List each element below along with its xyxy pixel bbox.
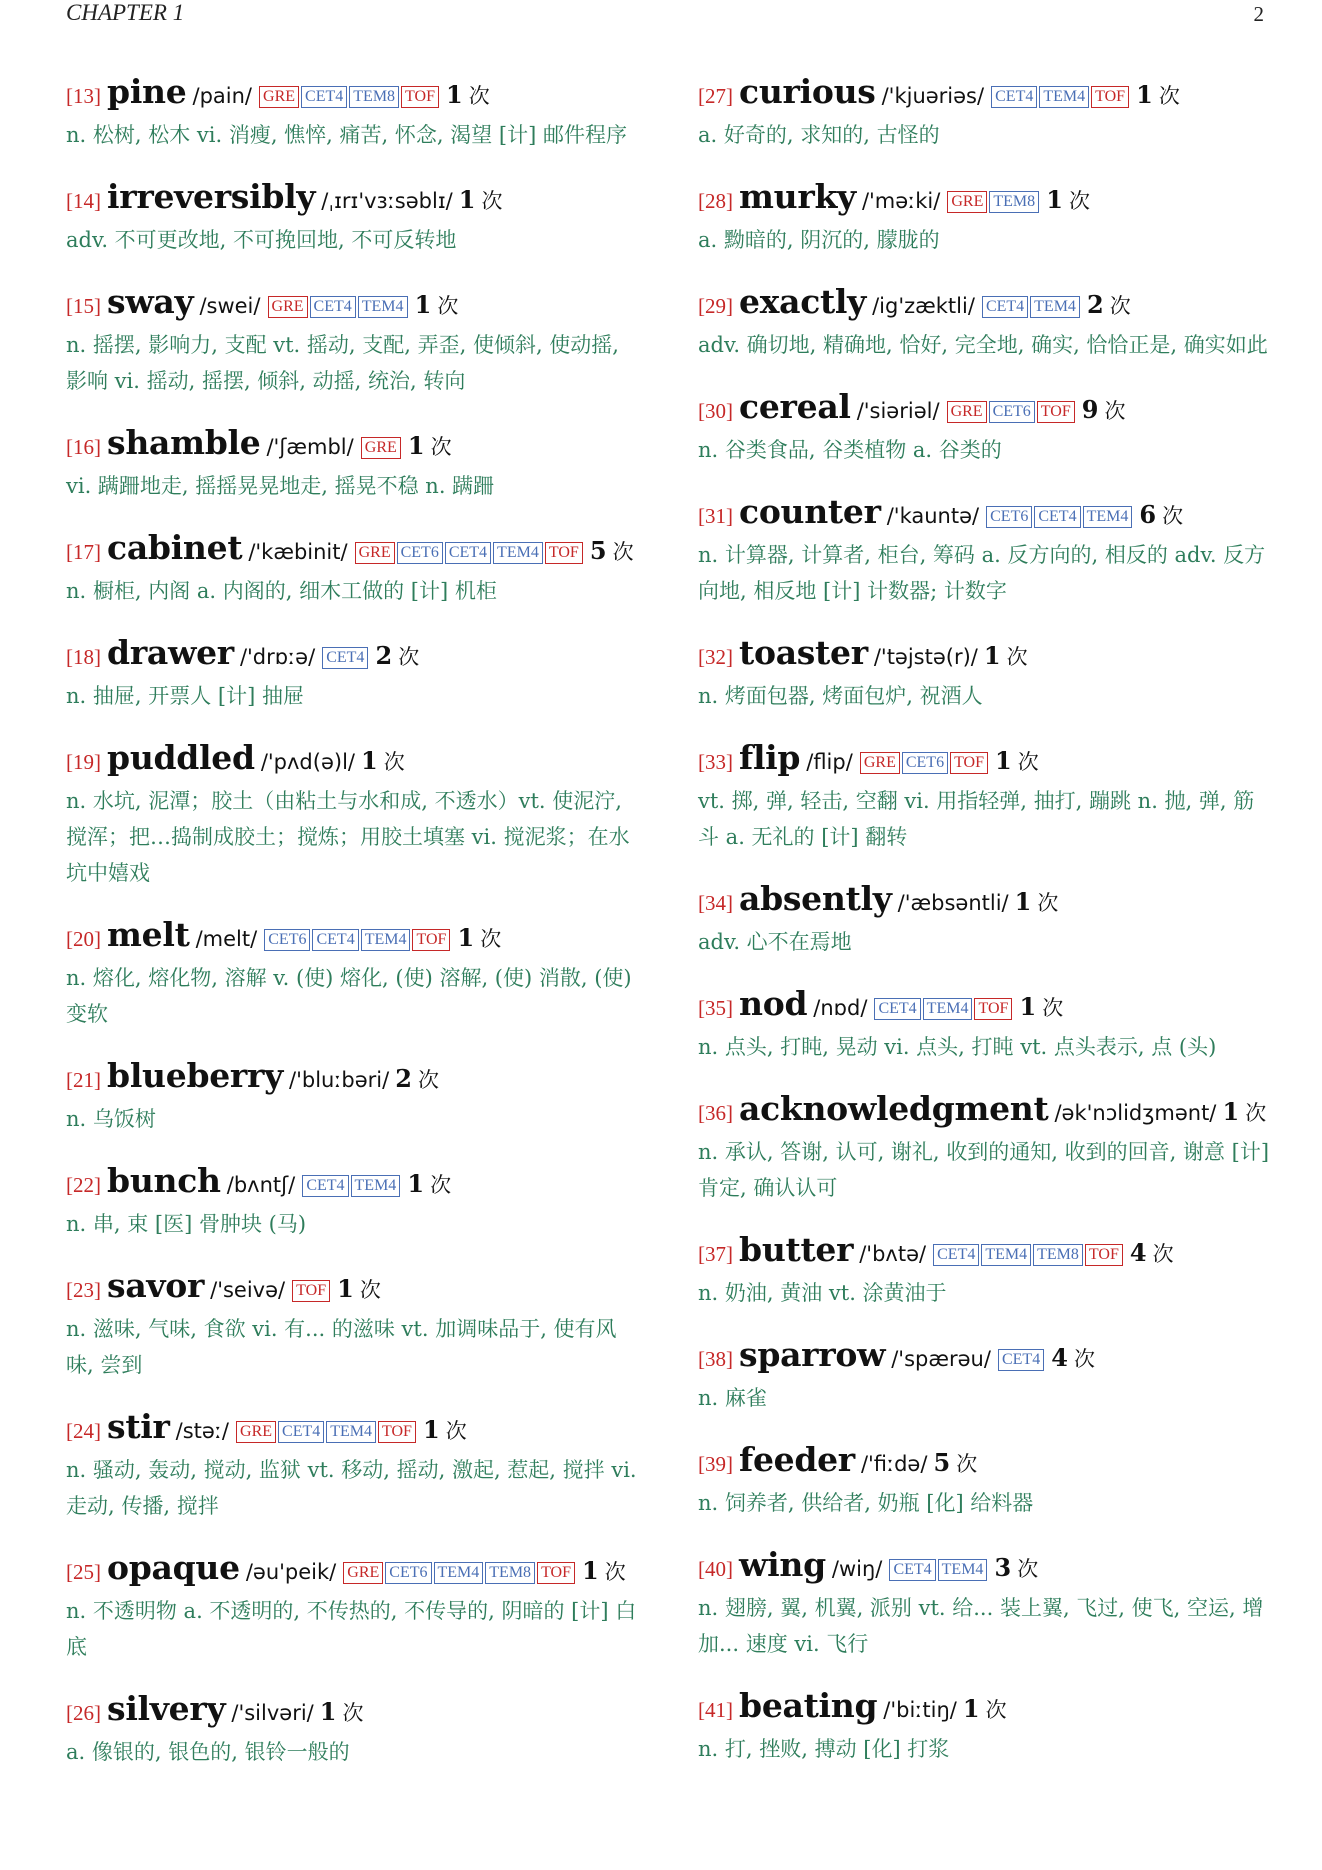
entry-number: [31] xyxy=(698,504,733,528)
entry-word: stir xyxy=(107,1407,170,1446)
entry-definition: a. 像银的, 银色的, 银铃一般的 xyxy=(66,1740,350,1764)
entry-headline xyxy=(66,1405,640,1454)
entry-pronunciation: /stəː/ xyxy=(175,1419,229,1443)
count-unit: 次 xyxy=(1017,750,1039,774)
exam-tag: CET4 xyxy=(310,296,356,318)
entry-number: [34] xyxy=(698,891,733,915)
entry-headline xyxy=(698,490,1272,539)
occurrence-count: 6 xyxy=(1139,500,1157,529)
vocab-entry xyxy=(698,736,1272,855)
entry-word: melt xyxy=(107,915,190,954)
exam-tag: TEM8 xyxy=(349,86,399,108)
exam-tag: TOF xyxy=(974,998,1012,1020)
entry-number: [37] xyxy=(698,1242,733,1266)
vocab-entry xyxy=(66,1546,640,1665)
entry-number: [33] xyxy=(698,750,733,774)
entry-pronunciation: /'seivə/ xyxy=(210,1278,286,1302)
entry-word: blueberry xyxy=(107,1056,283,1095)
vocab-entry xyxy=(698,175,1272,258)
entry-pronunciation: /ˌɪrɪ'vɜːsəblɪ/ xyxy=(321,189,453,213)
entry-definition: n. 奶油, 黄油 vt. 涂黄油于 xyxy=(698,1281,947,1305)
vocab-entry xyxy=(66,736,640,891)
entry-headline xyxy=(698,1438,1272,1487)
entry-pronunciation: /'kæbinit/ xyxy=(248,540,348,564)
entry-headline xyxy=(66,526,640,575)
entry-headline xyxy=(66,1687,640,1736)
occurrence-count: 1 xyxy=(458,185,476,214)
entry-word: shamble xyxy=(107,423,261,462)
right-column xyxy=(698,70,1272,1789)
entry-number: [39] xyxy=(698,1452,733,1476)
count-unit: 次 xyxy=(1158,84,1180,108)
exam-tag: TOF xyxy=(412,929,450,951)
exam-tag: GRE xyxy=(236,1421,276,1443)
occurrence-count: 1 xyxy=(1014,887,1032,916)
entry-headline xyxy=(698,70,1272,119)
exam-tag: TEM4 xyxy=(1030,296,1080,318)
count-unit: 次 xyxy=(359,1278,381,1302)
exam-tag: CET4 xyxy=(998,1349,1044,1371)
entry-headline xyxy=(66,70,640,119)
entry-number: [40] xyxy=(698,1557,733,1581)
occurrence-count: 1 xyxy=(414,290,432,319)
entry-pronunciation: /flip/ xyxy=(806,750,853,774)
entry-number: [22] xyxy=(66,1173,101,1197)
entry-number: [19] xyxy=(66,750,101,774)
entry-definition: vi. 蹒跚地走, 摇摇晃晃地走, 摇晃不稳 n. 蹒跚 xyxy=(66,474,495,498)
entry-number: [38] xyxy=(698,1347,733,1371)
occurrence-count: 1 xyxy=(407,1169,425,1198)
exam-tag: TEM8 xyxy=(485,1562,535,1584)
entry-number: [15] xyxy=(66,294,101,318)
entry-word: cereal xyxy=(739,387,851,426)
entry-definition: n. 点头, 打盹, 晃动 vi. 点头, 打盹 vt. 点头表示, 点 (头) xyxy=(698,1035,1217,1059)
vocab-entry xyxy=(66,1405,640,1524)
exam-tag: CET4 xyxy=(301,86,347,108)
entry-definition: n. 抽屉, 开票人 [计] 抽屉 xyxy=(66,684,304,708)
vocab-entry xyxy=(698,631,1272,714)
entry-number: [29] xyxy=(698,294,733,318)
entry-number: [13] xyxy=(66,84,101,108)
exam-tag: GRE xyxy=(259,86,299,108)
count-unit: 次 xyxy=(398,645,420,669)
entry-pronunciation: /'pʌd(ə)l/ xyxy=(260,750,355,774)
entry-pronunciation: /bʌntʃ/ xyxy=(226,1173,296,1197)
entry-pronunciation: /əu'peik/ xyxy=(245,1560,337,1584)
exam-tag: TEM4 xyxy=(493,542,543,564)
vocab-entry xyxy=(698,280,1272,363)
vocab-entry xyxy=(698,982,1272,1065)
entry-headline xyxy=(66,421,640,470)
entry-headline xyxy=(66,175,640,224)
exam-tag: TEM4 xyxy=(923,998,973,1020)
occurrence-count: 1 xyxy=(582,1556,599,1585)
exam-tag: TEM4 xyxy=(981,1244,1031,1266)
occurrence-count: 4 xyxy=(1051,1343,1068,1372)
occurrence-count: 1 xyxy=(983,641,1001,670)
entry-word: opaque xyxy=(107,1548,240,1587)
entry-pronunciation: /'fiːdə/ xyxy=(860,1452,928,1476)
entry-pronunciation: /'silvəri/ xyxy=(231,1701,314,1725)
exam-tag: TOF xyxy=(537,1562,575,1584)
entry-headline xyxy=(66,631,640,680)
entry-pronunciation: /'ʃæmbl/ xyxy=(266,435,354,459)
entry-word: beating xyxy=(739,1686,878,1725)
page-number: 2 xyxy=(1253,2,1264,26)
entry-number: [26] xyxy=(66,1701,101,1725)
exam-tag: TOF xyxy=(1085,1244,1123,1266)
entry-pronunciation: /'biːtiŋ/ xyxy=(883,1698,957,1722)
vocab-entry xyxy=(698,1228,1272,1311)
entry-pronunciation: /'spærəu/ xyxy=(891,1347,991,1371)
entry-word: savor xyxy=(107,1266,205,1305)
count-unit: 次 xyxy=(1037,891,1059,915)
occurrence-count: 1 xyxy=(1136,80,1153,109)
entry-number: [28] xyxy=(698,189,733,213)
entry-word: sway xyxy=(107,282,194,321)
exam-tag: TEM4 xyxy=(1083,506,1133,528)
exam-tag: GRE xyxy=(268,296,308,318)
entry-number: [35] xyxy=(698,996,733,1020)
exam-tag: TEM4 xyxy=(1039,86,1089,108)
exam-tag: CET6 xyxy=(989,401,1035,423)
count-unit: 次 xyxy=(612,540,634,564)
exam-tag: GRE xyxy=(355,542,395,564)
entry-definition: n. 计算器, 计算者, 柜台, 筹码 a. 反方向的, 相反的 adv. 反方向地, 相反地 [计] 计数器; 计数字 xyxy=(698,543,1266,603)
entry-word: wing xyxy=(739,1545,826,1584)
entry-word: pine xyxy=(107,72,187,111)
exam-tag: TOF xyxy=(1091,86,1129,108)
exam-tag: CET4 xyxy=(302,1175,348,1197)
entry-word: feeder xyxy=(739,1440,855,1479)
occurrence-count: 2 xyxy=(395,1064,412,1093)
entry-word: irreversibly xyxy=(107,177,316,216)
exam-tag: TEM4 xyxy=(938,1559,988,1581)
count-unit: 次 xyxy=(1042,996,1064,1020)
entry-definition: n. 饲养者, 供给者, 奶瓶 [化] 给料器 xyxy=(698,1491,1034,1515)
count-unit: 次 xyxy=(1245,1101,1267,1125)
count-unit: 次 xyxy=(1073,1347,1095,1371)
entry-headline xyxy=(698,982,1272,1031)
occurrence-count: 1 xyxy=(361,746,378,775)
entry-word: curious xyxy=(739,72,876,111)
vocab-entry xyxy=(698,1543,1272,1662)
exam-tag: TEM4 xyxy=(358,296,408,318)
entry-headline xyxy=(698,1543,1272,1592)
entry-headline xyxy=(698,631,1272,680)
chapter-header: CHAPTER 1 xyxy=(66,0,185,25)
exam-tag: CET6 xyxy=(986,506,1032,528)
vocab-entry xyxy=(698,1087,1272,1206)
entry-word: drawer xyxy=(107,633,234,672)
entry-pronunciation: /ək'nɔlidʒmənt/ xyxy=(1054,1101,1217,1125)
vocab-entry xyxy=(698,1333,1272,1416)
entry-pronunciation: /pain/ xyxy=(192,84,252,108)
vocab-entry xyxy=(698,385,1272,468)
entry-pronunciation: /'bʌtə/ xyxy=(859,1242,927,1266)
exam-tag: CET4 xyxy=(445,542,491,564)
entry-word: puddled xyxy=(107,738,255,777)
count-unit: 次 xyxy=(430,1173,452,1197)
entry-word: acknowledgment xyxy=(739,1089,1049,1128)
exam-tag: CET4 xyxy=(322,647,368,669)
exam-tag: GRE xyxy=(947,401,987,423)
count-unit: 次 xyxy=(1152,1242,1174,1266)
exam-tag: CET4 xyxy=(278,1421,324,1443)
entry-pronunciation: /'kjuəriəs/ xyxy=(881,84,985,108)
entry-word: butter xyxy=(739,1230,854,1269)
entry-word: flip xyxy=(739,738,801,777)
entry-definition: n. 骚动, 轰动, 搅动, 监狱 vt. 移动, 摇动, 激起, 惹起, 搅拌 vi. 走动, 传播, 搅拌 xyxy=(66,1458,637,1518)
count-unit: 次 xyxy=(1104,399,1126,423)
entry-number: [23] xyxy=(66,1278,101,1302)
entry-definition: adv. 心不在焉地 xyxy=(698,930,852,954)
count-unit: 次 xyxy=(1068,189,1090,213)
entry-definition: n. 不透明物 a. 不透明的, 不传热的, 不传导的, 阴暗的 [计] 白底 xyxy=(66,1599,637,1659)
entry-definition: n. 承认, 答谢, 认可, 谢礼, 收到的通知, 收到的回音, 谢意 [计] 肯定, 确认认可 xyxy=(698,1140,1270,1200)
entry-definition: n. 谷类食品, 谷类植物 a. 谷类的 xyxy=(698,438,1002,462)
vocab-entry xyxy=(698,1438,1272,1521)
exam-tag: TEM8 xyxy=(1033,1244,1083,1266)
vocab-entry xyxy=(66,1687,640,1770)
entry-headline xyxy=(698,385,1272,434)
vocab-entry xyxy=(698,1684,1272,1767)
entry-number: [18] xyxy=(66,645,101,669)
occurrence-count: 1 xyxy=(423,1415,440,1444)
vocab-entry xyxy=(66,175,640,258)
entry-pronunciation: /'æbsəntli/ xyxy=(897,891,1009,915)
occurrence-count: 1 xyxy=(319,1697,337,1726)
vocab-entry xyxy=(66,70,640,153)
exam-tag: TEM8 xyxy=(989,191,1039,213)
count-unit: 次 xyxy=(604,1560,626,1584)
entry-definition: n. 烤面包器, 烤面包炉, 祝酒人 xyxy=(698,684,983,708)
entry-headline xyxy=(66,1159,640,1208)
vocab-entry xyxy=(66,913,640,1032)
entry-pronunciation: /melt/ xyxy=(195,927,258,951)
exam-tag: TEM4 xyxy=(361,929,411,951)
exam-tag: TEM4 xyxy=(351,1175,401,1197)
vocab-entry xyxy=(698,490,1272,609)
entry-definition: vt. 掷, 弹, 轻击, 空翻 vi. 用指轻弹, 抽打, 蹦跳 n. 抛, 弹, 筋斗 a. 无礼的 [计] 翻转 xyxy=(698,789,1255,849)
entry-headline xyxy=(66,280,640,329)
entry-word: toaster xyxy=(739,633,868,672)
entry-headline xyxy=(698,1684,1272,1733)
entry-definition: n. 打, 挫败, 搏动 [化] 打浆 xyxy=(698,1737,950,1761)
occurrence-count: 9 xyxy=(1081,395,1099,424)
exam-tag: CET4 xyxy=(933,1244,979,1266)
count-unit: 次 xyxy=(468,84,490,108)
entry-definition: n. 麻雀 xyxy=(698,1386,767,1410)
entry-word: absently xyxy=(739,879,892,918)
entry-pronunciation: /'bluːbəri/ xyxy=(289,1068,390,1092)
count-unit: 次 xyxy=(1162,504,1184,528)
entry-headline xyxy=(698,736,1272,785)
exam-tag: CET4 xyxy=(1034,506,1080,528)
entry-definition: adv. 不可更改地, 不可挽回地, 不可反转地 xyxy=(66,228,457,252)
exam-tag: CET6 xyxy=(902,752,948,774)
entry-number: [27] xyxy=(698,84,733,108)
exam-tag: TEM4 xyxy=(434,1562,484,1584)
occurrence-count: 5 xyxy=(589,536,607,565)
vocab-entry xyxy=(66,1159,640,1242)
vocab-entry xyxy=(698,70,1272,153)
exam-tag: TOF xyxy=(545,542,583,564)
entry-number: [24] xyxy=(66,1419,101,1443)
occurrence-count: 1 xyxy=(1046,185,1063,214)
entry-word: silvery xyxy=(107,1689,226,1728)
left-column xyxy=(66,70,640,1792)
exam-tag: TOF xyxy=(1037,401,1075,423)
entry-number: [14] xyxy=(66,189,101,213)
count-unit: 次 xyxy=(342,1701,364,1725)
entry-word: exactly xyxy=(739,282,867,321)
occurrence-count: 1 xyxy=(337,1274,354,1303)
entry-definition: n. 翅膀, 翼, 机翼, 派别 vt. 给... 装上翼, 飞过, 使飞, 空运, 增加... 速度 vi. 飞行 xyxy=(698,1596,1264,1656)
entry-pronunciation: /nɒd/ xyxy=(813,996,868,1020)
entry-definition: n. 摇摆, 影响力, 支配 vt. 摇动, 支配, 弄歪, 使倾斜, 使动摇, 影响 vi. 摇动, 摇摆, 倾斜, 动摇, 统治, 转向 xyxy=(66,333,619,393)
occurrence-count: 1 xyxy=(446,80,463,109)
entry-definition: n. 水坑, 泥潭；胶土（由粘土与水和成, 不透水）vt. 使泥泞, 搅浑；把…捣制成胶土；搅炼；用胶土填塞 vi. 搅泥浆；在水坑中嬉戏 xyxy=(66,789,630,885)
exam-tag: TOF xyxy=(950,752,988,774)
entry-definition: a. 黝暗的, 阴沉的, 朦胧的 xyxy=(698,228,940,252)
entry-word: counter xyxy=(739,492,881,531)
count-unit: 次 xyxy=(480,927,502,951)
entry-headline xyxy=(66,1546,640,1595)
exam-tag: CET6 xyxy=(264,929,310,951)
entry-number: [25] xyxy=(66,1560,101,1584)
entry-number: [20] xyxy=(66,927,101,951)
entry-pronunciation: /ig'zæktli/ xyxy=(872,294,975,318)
entry-headline xyxy=(66,913,640,962)
entry-headline xyxy=(66,1054,640,1103)
count-unit: 次 xyxy=(437,294,459,318)
vocab-entry xyxy=(66,526,640,609)
entry-number: [32] xyxy=(698,645,733,669)
entry-headline xyxy=(698,1333,1272,1382)
entry-pronunciation: /'siəriəl/ xyxy=(856,399,940,423)
entry-word: nod xyxy=(739,984,808,1023)
exam-tag: GRE xyxy=(343,1562,383,1584)
exam-tag: TOF xyxy=(292,1280,330,1302)
entry-definition: n. 松树, 松木 vi. 消瘦, 憔悴, 痛苦, 怀念, 渴望 [计] 邮件程序 xyxy=(66,123,627,147)
entry-headline xyxy=(698,1228,1272,1277)
entry-word: cabinet xyxy=(107,528,243,567)
count-unit: 次 xyxy=(418,1068,440,1092)
entry-word: bunch xyxy=(107,1161,221,1200)
occurrence-count: 1 xyxy=(962,1694,980,1723)
occurrence-count: 2 xyxy=(375,641,393,670)
count-unit: 次 xyxy=(481,189,503,213)
exam-tag: CET4 xyxy=(982,296,1028,318)
occurrence-count: 1 xyxy=(1019,992,1037,1021)
count-unit: 次 xyxy=(956,1452,978,1476)
entry-definition: n. 乌饭树 xyxy=(66,1107,156,1131)
entry-definition: n. 橱柜, 内阁 a. 内阁的, 细木工做的 [计] 机柜 xyxy=(66,579,497,603)
count-unit: 次 xyxy=(430,435,452,459)
entry-pronunciation: /'məːki/ xyxy=(861,189,941,213)
occurrence-count: 1 xyxy=(1222,1097,1240,1126)
entry-headline xyxy=(698,175,1272,224)
occurrence-count: 5 xyxy=(933,1448,951,1477)
entry-headline xyxy=(698,877,1272,926)
vocab-entry xyxy=(698,877,1272,960)
vocab-entry xyxy=(66,280,640,399)
entry-definition: adv. 确切地, 精确地, 恰好, 完全地, 确实, 恰恰正是, 确实如此 xyxy=(698,333,1268,357)
entry-definition: n. 滋味, 气味, 食欲 vi. 有... 的滋味 vt. 加调味品于, 使有风味, 尝到 xyxy=(66,1317,617,1377)
entry-number: [21] xyxy=(66,1068,101,1092)
entry-number: [16] xyxy=(66,435,101,459)
entry-pronunciation: /swei/ xyxy=(199,294,261,318)
entry-pronunciation: /'kauntə/ xyxy=(886,504,980,528)
exam-tag: GRE xyxy=(361,437,401,459)
exam-tag: CET4 xyxy=(312,929,358,951)
exam-tag: TOF xyxy=(378,1421,416,1443)
entry-headline xyxy=(698,280,1272,329)
entry-headline xyxy=(66,1264,640,1313)
occurrence-count: 1 xyxy=(995,746,1012,775)
count-unit: 次 xyxy=(445,1419,467,1443)
entry-word: sparrow xyxy=(739,1335,886,1374)
vocab-entry xyxy=(66,1264,640,1383)
exam-tag: CET4 xyxy=(991,86,1037,108)
occurrence-count: 1 xyxy=(407,431,425,460)
entry-pronunciation: /'drɒːə/ xyxy=(239,645,316,669)
entry-number: [30] xyxy=(698,399,733,423)
count-unit: 次 xyxy=(985,1698,1007,1722)
exam-tag: TEM4 xyxy=(326,1421,376,1443)
exam-tag: GRE xyxy=(947,191,987,213)
vocab-entry xyxy=(66,631,640,714)
exam-tag: GRE xyxy=(860,752,900,774)
exam-tag: CET4 xyxy=(889,1559,935,1581)
exam-tag: CET6 xyxy=(385,1562,431,1584)
occurrence-count: 2 xyxy=(1086,290,1104,319)
entry-headline xyxy=(698,1087,1272,1136)
entry-word: murky xyxy=(739,177,856,216)
occurrence-count: 4 xyxy=(1129,1238,1147,1267)
entry-headline xyxy=(66,736,640,785)
count-unit: 次 xyxy=(1017,1557,1039,1581)
count-unit: 次 xyxy=(1109,294,1131,318)
vocab-entry xyxy=(66,421,640,504)
exam-tag: CET4 xyxy=(874,998,920,1020)
entry-number: [36] xyxy=(698,1101,733,1125)
entry-number: [41] xyxy=(698,1698,733,1722)
entry-definition: n. 熔化, 熔化物, 溶解 v. (使) 熔化, (使) 溶解, (使) 消散, (使) 变软 xyxy=(66,966,632,1026)
exam-tag: TOF xyxy=(401,86,439,108)
occurrence-count: 1 xyxy=(457,923,475,952)
entry-pronunciation: /wiŋ/ xyxy=(831,1557,883,1581)
exam-tag: CET6 xyxy=(397,542,443,564)
count-unit: 次 xyxy=(383,750,405,774)
entry-definition: a. 好奇的, 求知的, 古怪的 xyxy=(698,123,940,147)
count-unit: 次 xyxy=(1006,645,1028,669)
entry-definition: n. 串, 束 [医] 骨肿块 (马) xyxy=(66,1212,307,1236)
entry-pronunciation: /'təjstə(r)/ xyxy=(873,645,978,669)
occurrence-count: 3 xyxy=(994,1553,1012,1582)
vocab-entry xyxy=(66,1054,640,1137)
entry-number: [17] xyxy=(66,540,101,564)
